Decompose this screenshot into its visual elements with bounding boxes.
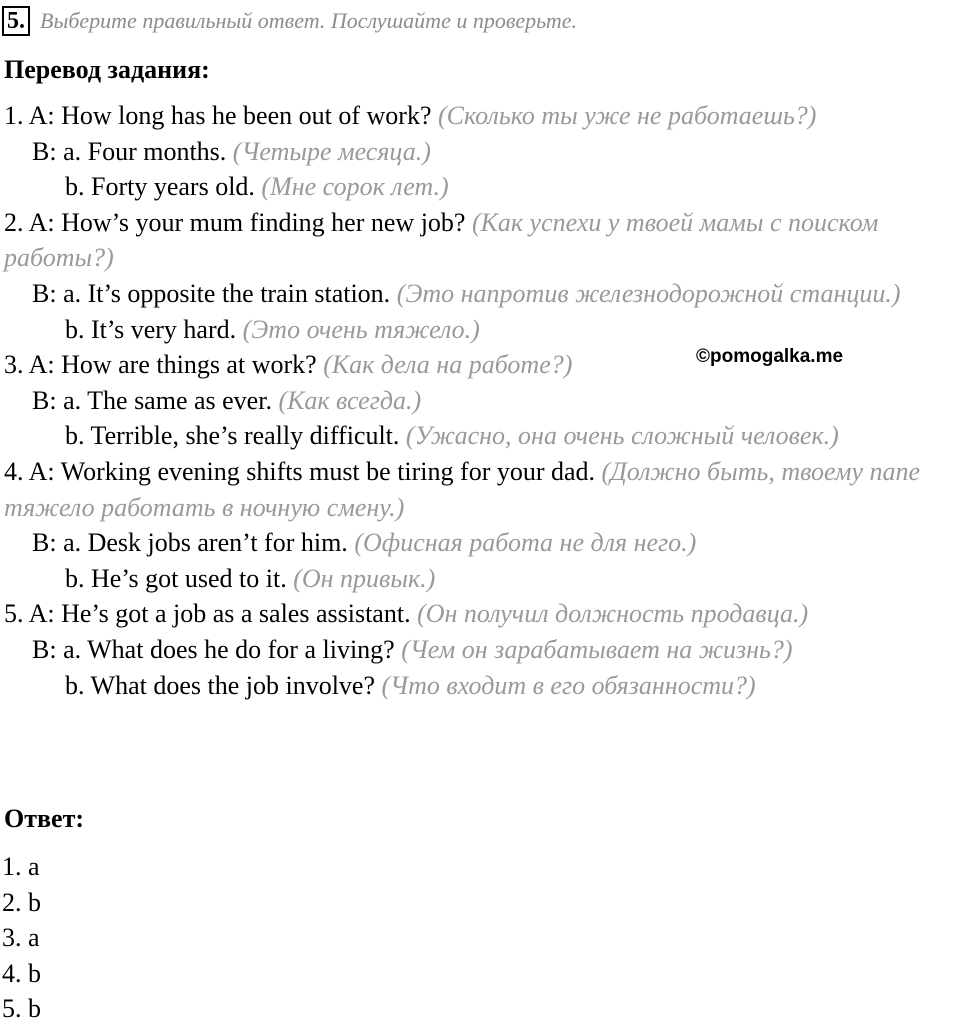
dialogue-4-question: [4, 454, 958, 525]
option-translation: (Мне сорок лет.): [261, 172, 449, 202]
task-instruction: Выберите правильный ответ. Послушайте и проверьте.: [40, 8, 578, 33]
translation-heading: Перевод задания:: [4, 55, 210, 84]
option-text: Desk jobs aren’t for him.: [87, 528, 348, 558]
question-prefix: 2. A:: [4, 207, 62, 237]
answer-item: 2. b: [2, 887, 41, 917]
option-translation: (Как всегда.): [278, 385, 422, 415]
question-text: Working evening shifts must be tiring for your dad.: [60, 456, 596, 486]
dialogue-5-question: [4, 596, 958, 632]
option-translation: (Офисная работа не для него.): [354, 528, 697, 558]
question-translation: (Сколько ты уже не работаешь?): [438, 101, 817, 130]
answer-heading: Ответ:: [4, 804, 85, 833]
dialogue-3-option-b: [4, 418, 958, 454]
answer-list: [2, 849, 41, 1027]
option-translation: (Это очень тяжело.): [242, 314, 480, 344]
question-prefix: 4. A:: [4, 456, 61, 486]
answer-item: 5. b: [2, 994, 41, 1024]
option-text: Forty years old.: [91, 172, 255, 202]
dialogue-1-option-b: [4, 169, 958, 205]
option-translation: (Ужасно, она очень сложный человек.): [405, 421, 839, 451]
answer-item: 4. b: [2, 958, 41, 988]
option-text: What does the job involve?: [90, 670, 376, 700]
dialogue-5-option-b: [4, 668, 958, 704]
dialogue-5-option-a: [4, 632, 958, 668]
option-text: Four months.: [87, 136, 227, 166]
option-text: He’s got used to it.: [91, 563, 287, 593]
question-prefix: 1. A:: [4, 101, 62, 130]
task-header: [2, 3, 577, 39]
option-prefix: B: a.: [32, 634, 88, 664]
option-translation: (Он привык.): [293, 563, 436, 593]
option-prefix: B: a.: [32, 528, 88, 558]
option-text: It’s opposite the train station.: [87, 278, 391, 308]
option-text: It’s very hard.: [91, 314, 237, 344]
question-text: How’s your mum finding her new job?: [61, 207, 466, 237]
dialogue-1-question: [4, 98, 958, 134]
option-text: What does he do for a living?: [87, 634, 395, 664]
option-prefix: B: a.: [32, 136, 88, 166]
dialogue-3-option-a: [4, 383, 958, 419]
question-translation: (Он получил должность продавца.): [417, 599, 809, 629]
option-translation: (Четыре месяца.): [232, 136, 431, 166]
dialogue-4-option-a: [4, 525, 958, 561]
dialogue-4-option-b: [4, 561, 958, 597]
dialogue-2-question: [4, 205, 958, 276]
option-prefix: B: a.: [32, 385, 88, 415]
dialogue-list: [4, 98, 958, 703]
option-text: The same as ever.: [87, 385, 272, 415]
option-translation: (Чем он зарабатывает на жизнь?): [401, 634, 793, 664]
question-prefix: 3. A:: [4, 350, 62, 380]
dialogue-2-option-a: [4, 276, 958, 312]
watermark: ©pomogalka.me: [696, 346, 844, 367]
task-number-badge: 5.: [2, 6, 30, 36]
option-prefix: b.: [65, 563, 91, 593]
option-prefix: b.: [65, 421, 91, 451]
option-prefix: b.: [65, 172, 91, 202]
question-text: He’s got a job as a sales assistant.: [61, 599, 411, 629]
question-translation: (Должно быть, твоему папе тяжело работать в ночную смену.): [4, 456, 921, 522]
answer-item: 3. a: [2, 923, 40, 953]
option-prefix: B: a.: [32, 278, 88, 308]
option-prefix: b.: [65, 314, 91, 344]
question-translation: (Как успехи у твоей мамы с поиском работы?): [4, 207, 879, 273]
answer-item: 1. a: [2, 852, 40, 881]
option-translation: (Что входит в его обязанности?): [381, 670, 756, 700]
dialogue-1-option-a: [4, 134, 958, 170]
question-text: How are things at work?: [61, 350, 317, 380]
option-text: Terrible, she’s really difficult.: [90, 421, 400, 451]
question-translation: (Как дела на работе?): [323, 350, 573, 380]
dialogue-2-option-b: [4, 312, 958, 348]
question-text: How long has he been out of work?: [61, 101, 432, 130]
option-prefix: b.: [65, 670, 91, 700]
option-translation: (Это напротив железнодорожной станции.): [396, 278, 901, 308]
question-prefix: 5. A:: [4, 599, 62, 629]
